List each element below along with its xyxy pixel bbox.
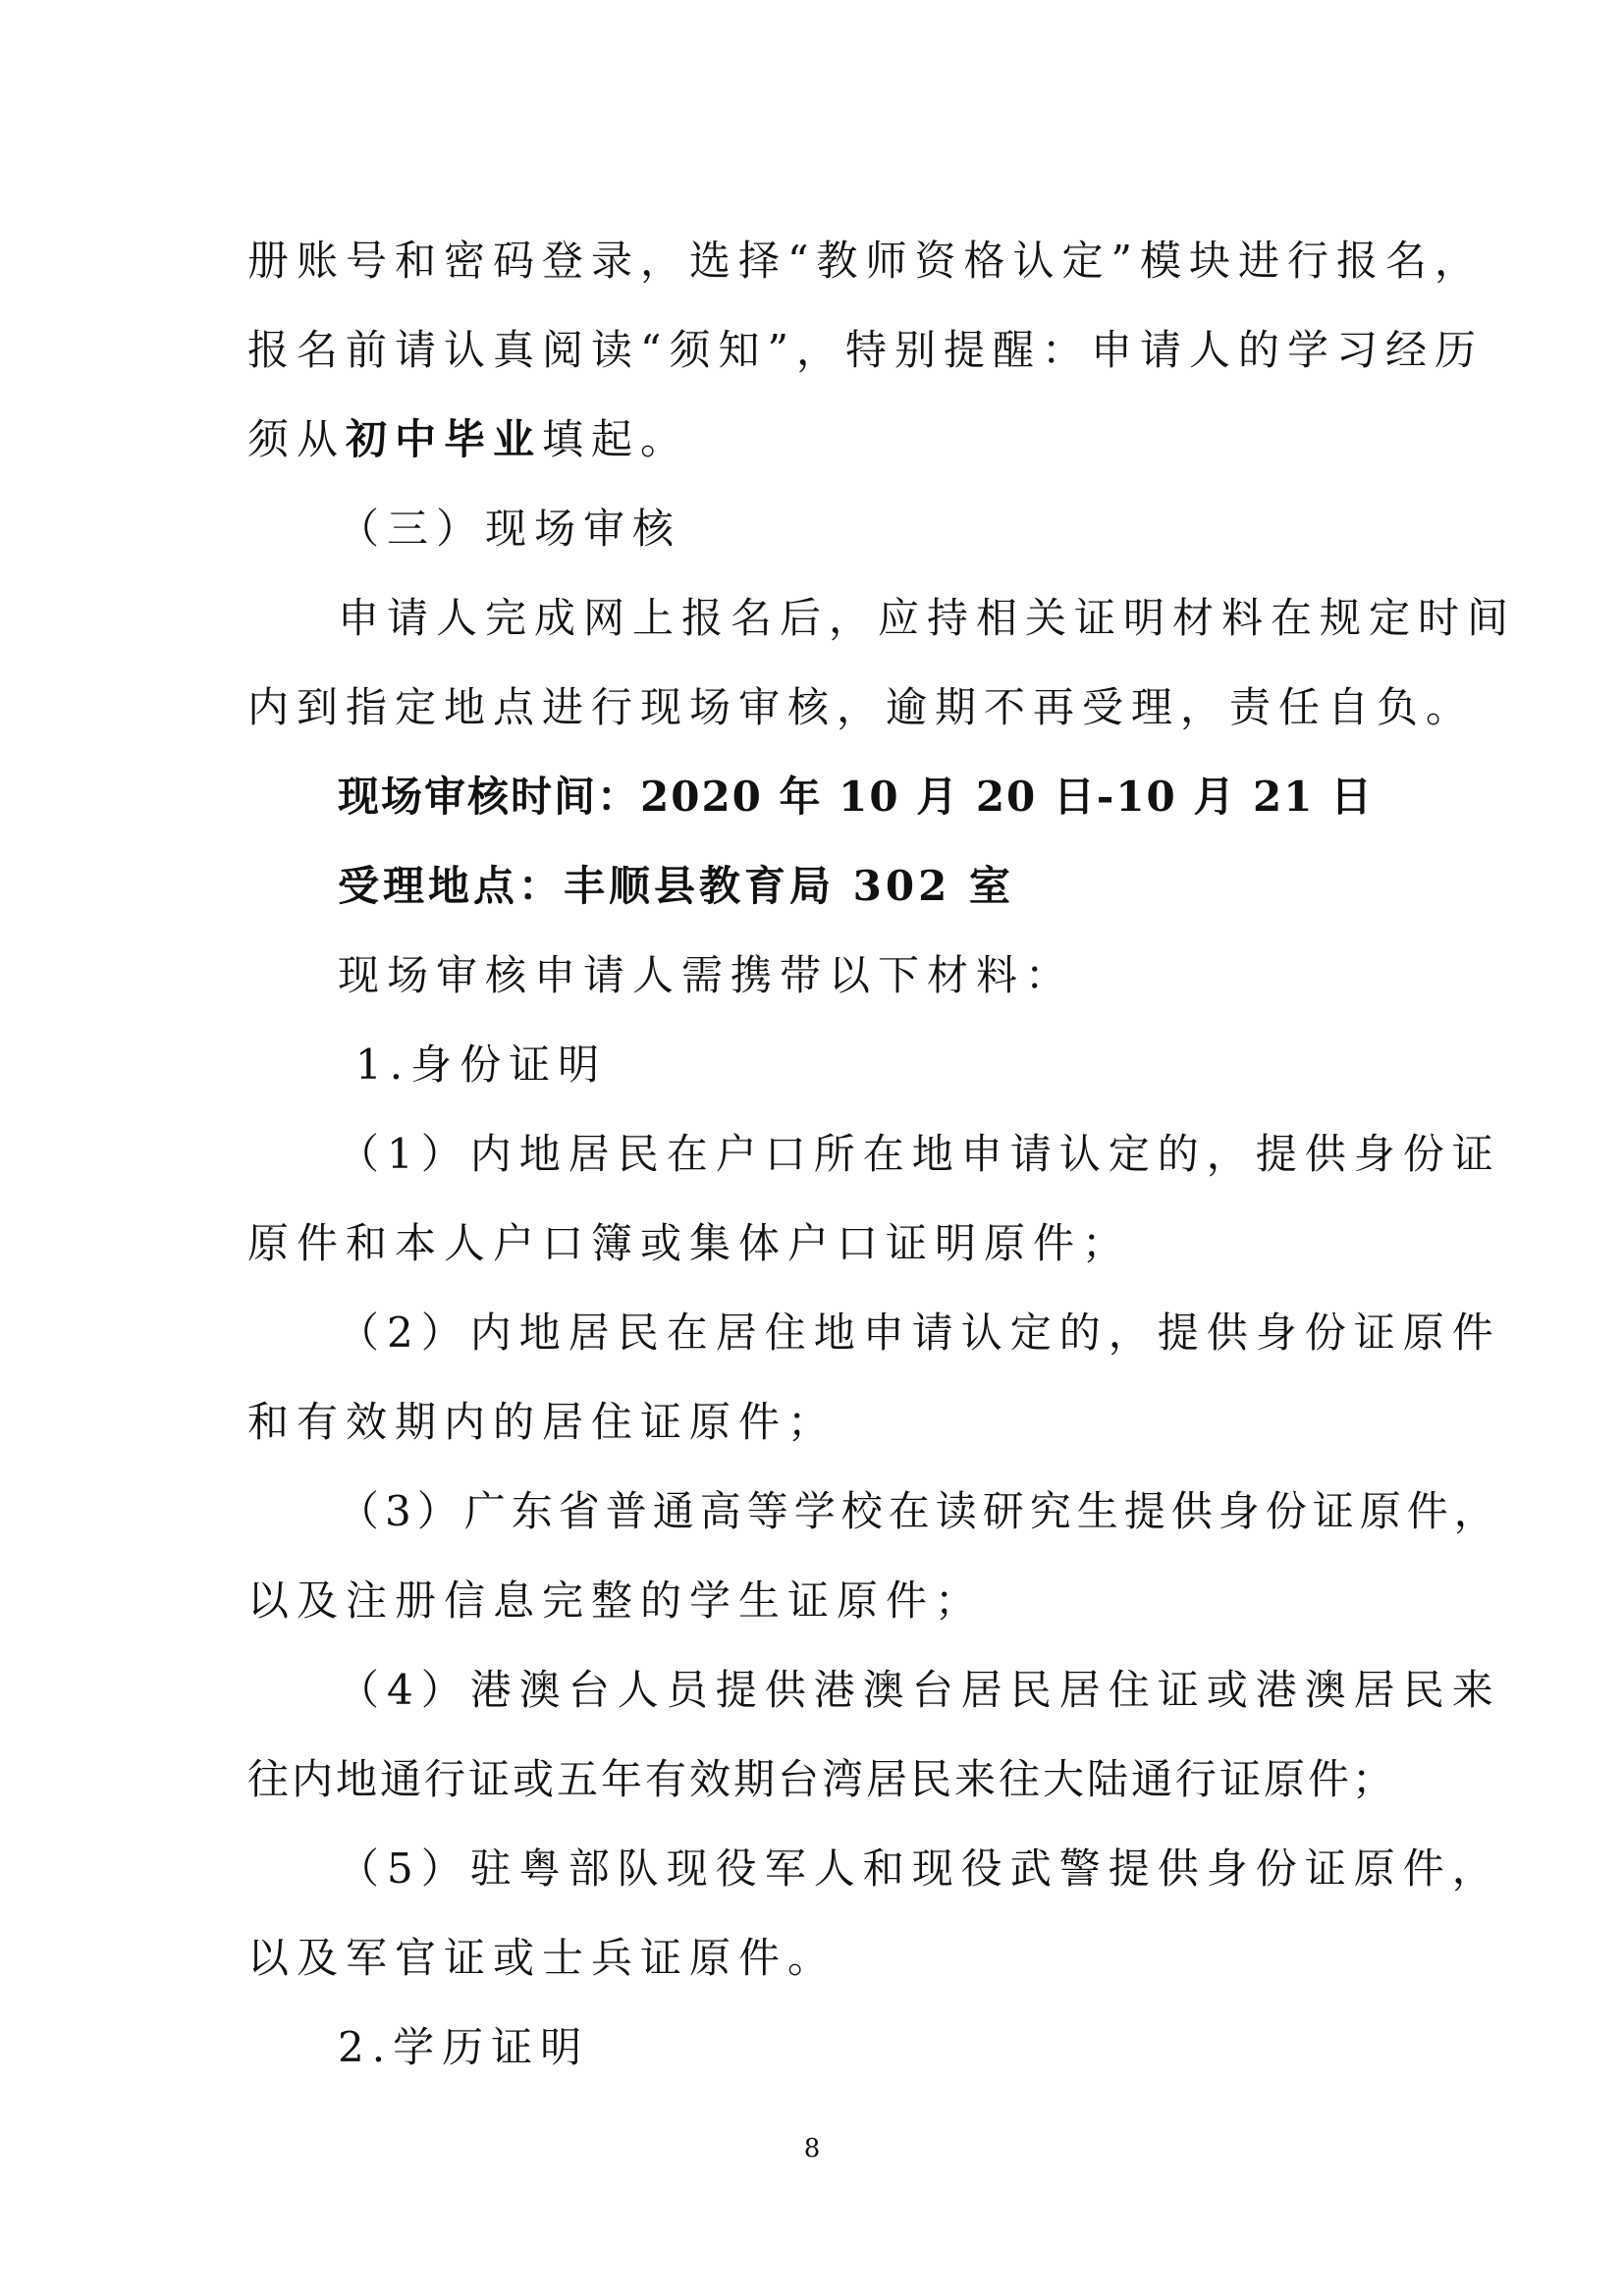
paragraph-line — [247, 414, 689, 465]
paragraph-line: 册账号和密码登录，选择“教师资格认定”模块进行报名， — [247, 237, 1484, 285]
list-item-line: （3）广东省普通高等学校在读研究生提供身份证原件， — [338, 1487, 1501, 1535]
text-run: 填起。 — [542, 415, 690, 463]
item-heading: 2.学历证明 — [338, 2023, 590, 2071]
paragraph-line: 内到指定地点进行现场审核，逾期不再受理，责任自负。 — [247, 683, 1476, 731]
materials-intro: 现场审核申请人需携带以下材料： — [338, 951, 1075, 999]
list-item-line: 原件和本人户口簿或集体户口证明原件； — [247, 1219, 1132, 1267]
list-item-line: 以及军官证或士兵证原件。 — [247, 1934, 838, 1982]
list-item-line: 和有效期内的居住证原件； — [247, 1398, 838, 1446]
text-run: 须从 — [247, 415, 347, 463]
review-location: 受理地点：丰顺县教育局 302 室 — [338, 862, 1014, 910]
list-item-line: 以及注册信息完整的学生证原件； — [247, 1576, 985, 1625]
list-item-line: 往内地通行证或五年有效期台湾居民来往大陆通行证原件； — [247, 1755, 1397, 1803]
page-number: 8 — [803, 2134, 821, 2163]
paragraph-line: 报名前请认真阅读“须知”，特别提醒：申请人的学习经历 — [247, 326, 1484, 374]
list-item-line: （5）驻粤部队现役军人和现役武警提供身份证原件， — [338, 1844, 1501, 1893]
item-heading: 1.身份证明 — [355, 1041, 608, 1089]
paragraph-line: 申请人完成网上报名后，应持相关证明材料在规定时间 — [338, 594, 1517, 642]
review-time: 现场审核时间：2020 年 10 月 20 日-10 月 21 日 — [338, 773, 1375, 821]
list-item-line: （4）港澳台人员提供港澳台居民居住证或港澳居民来 — [338, 1666, 1501, 1714]
section-heading: （三）现场审核 — [338, 505, 682, 553]
emphasis-text: 初中毕业 — [346, 415, 543, 463]
list-item-line: （1）内地居民在户口所在地申请认定的，提供身份证 — [338, 1130, 1501, 1178]
list-item-line: （2）内地居民在居住地申请认定的，提供身份证原件 — [338, 1308, 1501, 1357]
